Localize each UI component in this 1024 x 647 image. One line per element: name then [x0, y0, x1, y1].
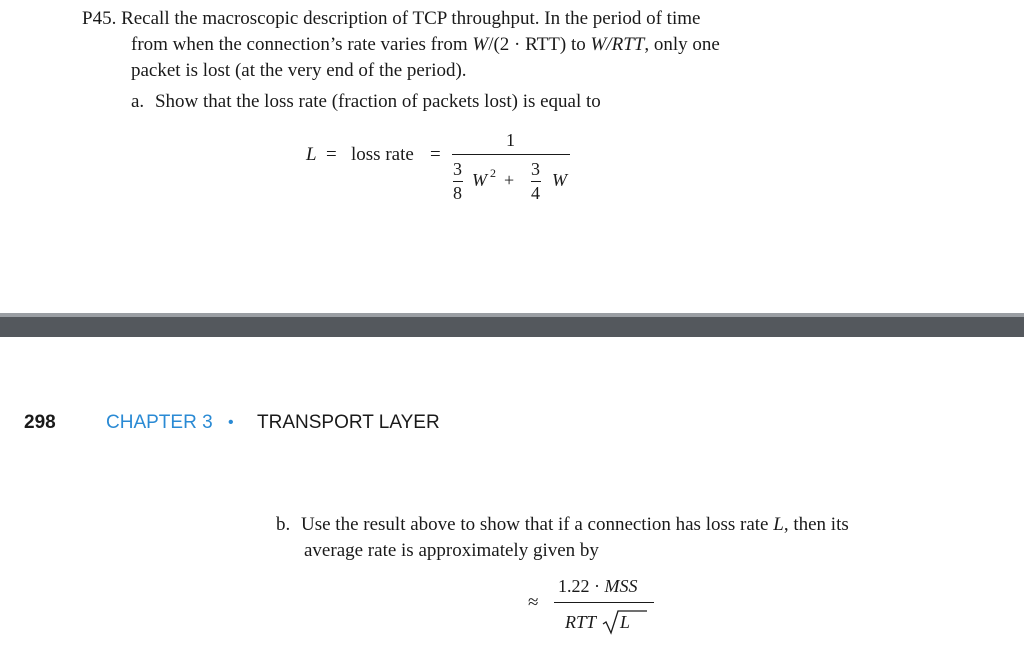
eq-b-numerator — [558, 576, 638, 597]
average-rate-equation — [520, 574, 680, 644]
part-a — [131, 89, 601, 115]
line2-post: , only one — [644, 34, 720, 55]
chapter-label: CHAPTER 3 — [106, 412, 213, 433]
eq-a-equals-1: = — [326, 144, 337, 165]
problem-text-line-2 — [131, 32, 720, 58]
eq-a-numerator: 1 — [506, 130, 515, 150]
var-w: W — [472, 34, 489, 55]
eq-b-num-pre: 1.22 · — [558, 576, 605, 596]
eq-a-main-fraction-bar — [452, 154, 570, 155]
part-b-label: b. — [276, 514, 291, 535]
eq-a-t1-var: W — [472, 170, 487, 190]
line2-mid: /(2 · RTT) to — [488, 34, 591, 55]
eq-a-loss-rate-text: loss rate — [351, 144, 414, 165]
eq-a-t2-den: 4 — [531, 183, 540, 203]
part-b-line1-pre: Use the result above to show that if a connection has loss rate — [301, 514, 774, 535]
eq-a-t1-bar — [453, 181, 463, 182]
part-a-text: Show that the loss rate (fraction of packets lost) is equal to — [154, 91, 601, 112]
problem-label: P45. — [82, 8, 117, 29]
eq-a-t1-num: 3 — [453, 159, 462, 179]
part-b-var-l: L — [773, 514, 784, 535]
eq-a-t1-exp: 2 — [490, 166, 496, 180]
eq-a-t1-den: 8 — [453, 183, 462, 203]
eq-b-approx: ≈ — [528, 592, 539, 613]
section-title: TRANSPORT LAYER — [257, 412, 440, 433]
eq-b-num-var: MSS — [604, 576, 638, 596]
problem-header-line-1 — [82, 6, 700, 32]
separator-bullet: • — [228, 414, 234, 431]
eq-b-den-var: RTT — [565, 612, 597, 632]
eq-a-equals-2: = — [430, 144, 441, 165]
eq-a-t2-var: W — [552, 170, 567, 190]
page-number: 298 — [24, 412, 56, 433]
var-w-rtt: W/RTT — [590, 34, 645, 55]
part-a-label: a. — [131, 91, 145, 112]
eq-a-plus: + — [504, 170, 515, 190]
part-b-line-2: average rate is approximately given by — [304, 540, 599, 561]
part-b-line1-post: , then its — [783, 514, 849, 535]
eq-b-den-rad: L — [620, 612, 631, 632]
page-separator — [0, 317, 1024, 337]
part-b-line-1 — [276, 512, 849, 538]
eq-b-fraction-bar — [554, 602, 654, 603]
line2-pre: from when the connection’s rate varies from — [131, 34, 473, 55]
eq-a-t2-num: 3 — [531, 159, 540, 179]
eq-a-t2-bar — [531, 181, 541, 182]
eq-a-lhs-var: L — [306, 144, 317, 165]
loss-rate-equation — [306, 128, 586, 218]
problem-text-line-1: Recall the macroscopic description of TCP throughput. In the period of time — [121, 8, 701, 29]
problem-text-line-3: packet is lost (at the very end of the period). — [131, 60, 467, 81]
